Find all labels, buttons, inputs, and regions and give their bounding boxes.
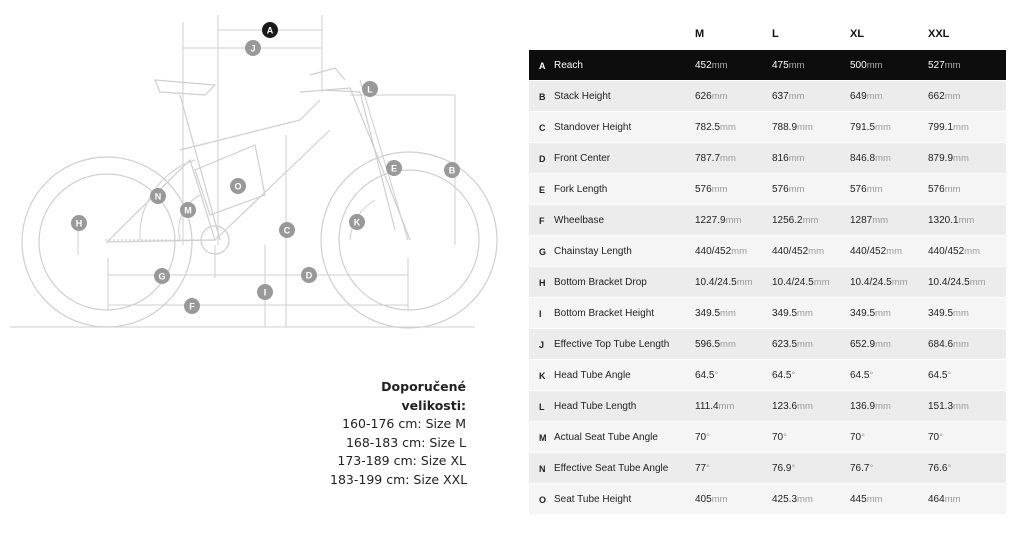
row-label: Reach [554,60,583,71]
label-F: F [189,301,195,312]
cell-unit: mm [720,339,736,350]
value-cell [928,215,974,226]
cell-value: 1256.2 [772,215,803,226]
value-cell [772,246,824,257]
cell-unit: mm [788,60,805,71]
row-label: Effective Seat Tube Angle [554,463,669,474]
cell-unit: mm [797,339,813,350]
row-letter: D [539,154,546,164]
cell-value: 879.9 [928,153,954,164]
cell-unit: mm [711,60,728,71]
cell-unit: ° [706,463,710,474]
cell-value: 623.5 [772,339,798,350]
table-row[interactable] [529,81,1006,112]
cell-value: 76.9 [772,463,792,474]
row-label: Effective Top Tube Length [554,339,670,350]
value-cell [695,184,728,195]
value-cell [695,494,728,505]
cell-unit: mm [969,277,986,288]
cell-unit: mm [866,494,883,505]
value-cell [772,339,813,350]
cell-unit: mm [953,401,969,412]
cell-unit: ° [869,463,874,474]
cell-unit: mm [953,122,969,133]
cell-value: 799.1 [928,122,954,133]
label-I: I [263,287,267,298]
cell-value: 440/452 [928,246,965,257]
row-letter: C [539,123,546,133]
cell-value: 576 [928,184,945,195]
fork-length-line [360,80,408,240]
cell-value: 440/452 [850,246,887,257]
handlebar [310,68,345,80]
cell-unit: mm [964,246,980,257]
label-D: D [305,270,313,281]
cell-unit: mm [797,308,813,319]
value-cell [928,401,969,412]
row-letter: O [539,495,547,505]
cell-value: 425.3 [772,494,798,505]
row-label: Stack Height [554,91,611,102]
value-cell [928,153,969,164]
motor-housing [195,145,265,215]
value-cell [772,91,805,102]
value-cell [850,60,883,71]
cell-value: 440/452 [772,246,809,257]
table-row[interactable] [529,391,1006,422]
recommended-sizes-title: Doporučené velikosti: [381,379,466,413]
value-cell [850,91,883,102]
cell-unit: mm [711,494,728,505]
value-cell [772,432,787,443]
cell-value: 349.5 [850,308,876,319]
row-letter: A [539,61,546,71]
cell-unit: mm [944,60,961,71]
cell-value: 76.6 [928,463,948,474]
cell-unit: ° [869,370,874,381]
value-cell [928,91,961,102]
size-recommendation: 168-183 cm: Size L [345,434,466,450]
value-cell [928,184,961,195]
cell-unit: mm [872,215,889,226]
table-body [529,50,1006,515]
cell-value: 111.4 [695,401,719,412]
value-cell [850,370,873,381]
value-cell [928,463,951,474]
cell-value: 123.6 [772,401,798,412]
value-cell [695,277,753,288]
cell-value: 527 [928,60,945,71]
cell-value: 787.7 [695,153,721,164]
cell-value: 846.8 [850,153,876,164]
value-cell [695,308,736,319]
label-N: N [154,191,162,202]
cell-unit: mm [875,339,891,350]
table-row[interactable] [529,298,1006,329]
cell-value: 662 [928,91,945,102]
value-cell [928,122,969,133]
value-cell [772,463,795,474]
value-cell [928,339,969,350]
cell-unit: mm [944,184,961,195]
cell-value: 64.5 [772,370,792,381]
label-B: B [448,165,456,176]
cell-unit: mm [866,91,883,102]
cell-value: 151.3 [928,401,954,412]
cell-value: 637 [772,91,789,102]
cell-unit: ° [714,370,719,381]
row-letter: K [539,371,546,381]
row-letter: G [539,247,547,257]
cell-value: 77 [695,463,707,474]
cell-value: 652.9 [850,339,876,350]
cell-value: 64.5 [928,370,948,381]
cell-value: 349.5 [772,308,798,319]
cell-unit: mm [797,494,813,505]
cell-unit: ° [947,370,952,381]
value-cell [772,370,795,381]
value-cell [695,215,741,226]
value-cell [695,122,736,133]
cell-value: 405 [695,494,712,505]
cell-unit: mm [731,246,747,257]
cell-unit: mm [953,339,969,350]
cell-unit: mm [953,153,969,164]
label-J: J [250,43,256,54]
cell-unit: mm [958,215,975,226]
angle-arc-n [140,160,195,240]
cell-unit: mm [875,153,891,164]
row-letter: I [539,309,542,319]
cell-unit: mm [797,122,813,133]
value-cell [928,60,961,71]
value-cell [695,91,728,102]
value-cell [695,432,710,443]
value-cell [772,60,805,71]
value-cell [928,246,980,257]
cell-unit: ° [939,432,943,443]
table-row[interactable] [529,453,1006,484]
cell-value: 576 [695,184,712,195]
value-cell [772,494,813,505]
geometry-table [529,20,1006,515]
cell-unit: mm [808,246,824,257]
value-cell [850,339,891,350]
table-row[interactable] [529,50,1006,81]
cell-unit: mm [802,215,819,226]
table-row[interactable] [529,329,1006,360]
size-recommendation: 173-189 cm: Size XL [337,453,466,468]
cell-unit: mm [886,246,902,257]
cell-unit: mm [788,91,805,102]
front-wheel-outer [321,152,497,328]
cell-value: 1227.9 [695,215,726,226]
cell-value: 70 [850,432,862,443]
cell-unit: mm [788,153,805,164]
cell-unit: mm [720,153,736,164]
value-cell [850,494,883,505]
cell-value: 816 [772,153,789,164]
row-letter: E [539,185,546,195]
cell-value: 445 [850,494,867,505]
value-cell [772,277,830,288]
cell-unit: mm [720,122,736,133]
value-cell [928,308,969,319]
cell-value: 782.5 [695,122,721,133]
cell-unit: ° [791,370,796,381]
cell-value: 791.5 [850,122,876,133]
value-cell [850,246,902,257]
label-E: E [390,163,398,174]
cell-value: 70 [772,432,784,443]
value-cell [695,339,736,350]
value-cell [850,277,908,288]
cell-unit: mm [736,277,753,288]
cell-value: 475 [772,60,789,71]
cell-value: 64.5 [695,370,715,381]
row-letter: M [539,433,547,443]
value-cell [850,215,888,226]
cell-unit: mm [813,277,830,288]
table-row[interactable] [529,112,1006,143]
cell-value: 136.9 [850,401,876,412]
cell-value: 464 [928,494,945,505]
cell-unit: mm [718,401,735,412]
cell-unit: ° [947,463,952,474]
value-cell [928,370,951,381]
value-cell [850,122,891,133]
value-cell [772,308,813,319]
size-header-m[interactable]: M [695,28,705,40]
cell-value: 64.5 [850,370,870,381]
cell-value: 1320.1 [928,215,959,226]
row-label: Wheelbase [554,215,605,226]
size-header-l[interactable]: L [772,28,779,40]
value-cell [850,184,883,195]
row-label: Head Tube Angle [554,370,631,381]
saddle [155,80,215,95]
row-label: Bottom Bracket Drop [554,277,647,288]
cell-unit: mm [953,308,969,319]
value-cell [772,122,813,133]
row-letter: B [539,92,546,102]
cell-value: 76.7 [850,463,870,474]
value-cell [695,246,747,257]
cell-value: 349.5 [928,308,954,319]
table-row[interactable] [529,236,1006,267]
cell-value: 452 [695,60,712,71]
cell-unit: mm [944,91,961,102]
label-K: K [353,217,361,228]
cell-unit: mm [891,277,908,288]
table-row[interactable] [529,484,1006,515]
cell-value: 70 [928,432,940,443]
row-letter: J [539,340,545,350]
cell-value: 649 [850,91,867,102]
row-label: Front Center [554,153,611,164]
cell-unit: ° [706,432,710,443]
size-header-xl[interactable]: XL [850,28,865,40]
front-wheel-inner [339,170,479,310]
value-cell [850,463,873,474]
value-cell [850,153,891,164]
row-label: Bottom Bracket Height [554,308,655,319]
cell-value: 1287 [850,215,873,226]
row-label: Seat Tube Height [554,494,632,505]
cell-unit: mm [866,184,883,195]
cell-unit: mm [866,60,883,71]
label-G: G [158,271,166,282]
cell-value: 10.4/24.5 [772,277,814,288]
cell-unit: mm [711,91,728,102]
row-label: Standover Height [554,122,632,133]
value-cell [928,277,986,288]
cell-value: 684.6 [928,339,954,350]
cell-unit: mm [875,308,891,319]
value-cell [772,401,813,412]
value-cell [695,153,736,164]
cell-unit: mm [788,184,805,195]
label-M: M [184,205,192,216]
cell-value: 576 [772,184,789,195]
label-O: O [234,181,242,192]
value-cell [695,370,718,381]
value-cell [772,184,805,195]
size-recommendation: 183-199 cm: Size XXL [330,471,468,487]
row-letter: H [539,278,546,288]
value-cell [695,401,734,412]
value-cell [928,432,943,443]
value-cell [695,60,728,71]
table-row[interactable] [529,205,1006,236]
row-label: Fork Length [554,184,608,195]
cell-unit: mm [797,401,813,412]
cell-unit: ° [861,432,865,443]
table-row[interactable] [529,422,1006,453]
row-letter: F [539,216,545,226]
cell-unit: mm [875,122,891,133]
recommended-sizes [330,378,466,489]
value-cell [772,153,805,164]
value-cell [850,401,891,412]
row-label: Chainstay Length [554,246,632,257]
table-row[interactable] [529,267,1006,298]
bike-geometry-diagram [0,0,520,340]
cell-value: 70 [695,432,707,443]
cell-value: 440/452 [695,246,732,257]
label-C: C [283,225,291,236]
value-cell [772,215,818,226]
cell-value: 10.4/24.5 [850,277,892,288]
cell-unit: mm [720,308,736,319]
label-H: H [75,218,83,229]
label-L: L [367,84,373,95]
table-row[interactable] [529,174,1006,205]
size-header-xxl[interactable]: XXL [928,28,950,40]
label-A: A [266,25,274,36]
value-cell [850,432,865,443]
table-row[interactable] [529,360,1006,391]
value-cell [928,494,961,505]
row-letter: L [539,402,545,412]
cell-unit: ° [791,463,796,474]
cell-unit: ° [783,432,787,443]
cell-value: 10.4/24.5 [695,277,737,288]
cell-unit: mm [725,215,742,226]
row-letter: N [539,464,546,474]
cell-value: 788.9 [772,122,798,133]
value-cell [850,308,891,319]
cell-value: 500 [850,60,867,71]
row-label: Actual Seat Tube Angle [554,432,658,443]
cell-value: 596.5 [695,339,721,350]
cell-unit: mm [875,401,891,412]
cell-unit: mm [944,494,961,505]
cell-value: 626 [695,91,712,102]
top-tube [180,100,320,150]
cell-unit: mm [711,184,728,195]
table-header [529,20,1006,50]
row-label: Head Tube Length [554,401,637,412]
size-recommendation: 160-176 cm: Size M [342,416,466,431]
cell-value: 349.5 [695,308,721,319]
cell-value: 576 [850,184,867,195]
value-cell [695,463,710,474]
cell-value: 10.4/24.5 [928,277,970,288]
table-row[interactable] [529,143,1006,174]
